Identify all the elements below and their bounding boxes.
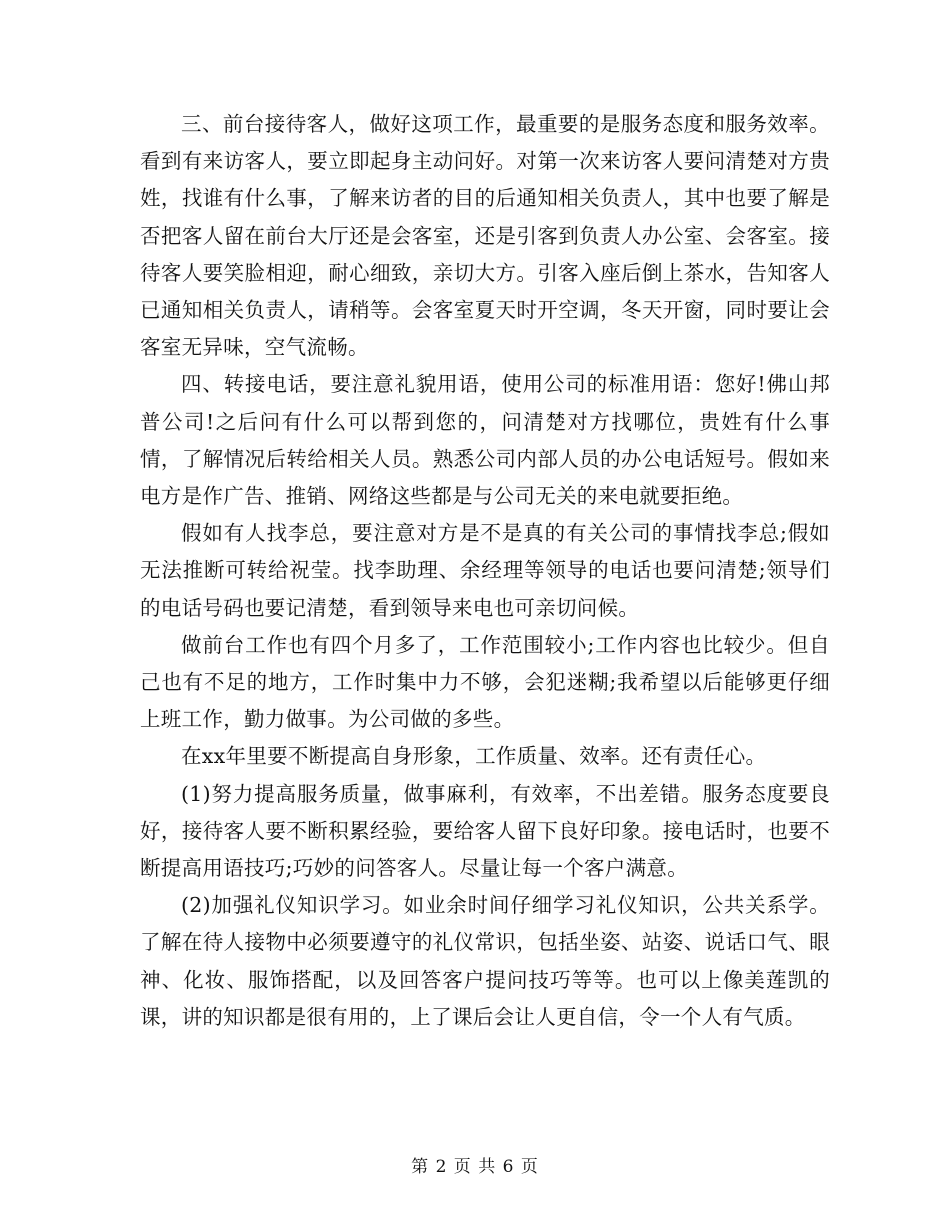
- page-number-footer: 第 2 页 共 6 页: [411, 1157, 539, 1177]
- paragraph-goal-etiquette: (2)加强礼仪知识学习。如业余时间仔细学习礼仪知识，公共关系学。了解在待人接物中必须要遵守的礼仪常识，包括坐姿、站姿、说话口气、眼神、化妆、服饰搭配，以及回答客户提问技巧等等。也可以上像美莲凯的课，讲的知识都是很有用的，上了课后会让人更自信，令一个人有气质。: [140, 893, 830, 1029]
- paragraph-self-review: 做前台工作也有四个月多了，工作范围较小;工作内容也比较少。但自己也有不足的地方，工作时集中力不够，会犯迷糊;我希望以后能够更仔细上班工作，勤力做事。为公司做的多些。: [140, 632, 830, 732]
- document-body: [140, 106, 830, 1036]
- paragraph-leader-calls: 假如有人找李总，要注意对方是不是真的有关公司的事情找李总;假如无法推断可转给祝莹。找李助理、余经理等领导的电话也要问清楚;领导们的电话号码也要记清楚，看到领导来电也可亲切问候。: [140, 521, 830, 620]
- paragraph-next-year-goals: 在xx年里要不断提高自身形象，工作质量、效率。还有责任心。: [181, 744, 767, 769]
- paragraph-front-desk-reception: 三、前台接待客人，做好这项工作，最重要的是服务态度和服务效率。看到有来访客人，要立即起身主动问好。对第一次来访客人要问清楚对方贵姓，找谁有什么事，了解来访者的目的后通知相关负责人，其中也要了解是否把客人留在前台大厅还是会客室，还是引客到负责人办公室、会客室。接待客人要笑脸相迎，耐心细致，亲切大方。引客入座后倒上茶水，告知客人已通知相关负责人，请稍等。会客室夏天时开空调，冬天开窗，同时要让会客室无异味，空气流畅。: [140, 112, 830, 360]
- paragraph-phone-transfer: 四、转接电话，要注意礼貌用语，使用公司的标准用语：您好!佛山邦普公司!之后问有什么可以帮到您的，问清楚对方找哪位，贵姓有什么事情，了解情况后转给相关人员。熟悉公司内部人员的办公电话短号。假如来电方是作广告、推销、网络这些都是与公司无关的来电就要拒绝。: [140, 372, 830, 509]
- paragraph-goal-service-quality: (1)努力提高服务质量，做事麻利，有效率，不出差错。服务态度要良好，接待客人要不断积累经验，要给客人留下良好印象。接电话时，也要不断提高用语技巧;巧妙的问答客人。尽量让每一个客户满意。: [140, 781, 830, 881]
